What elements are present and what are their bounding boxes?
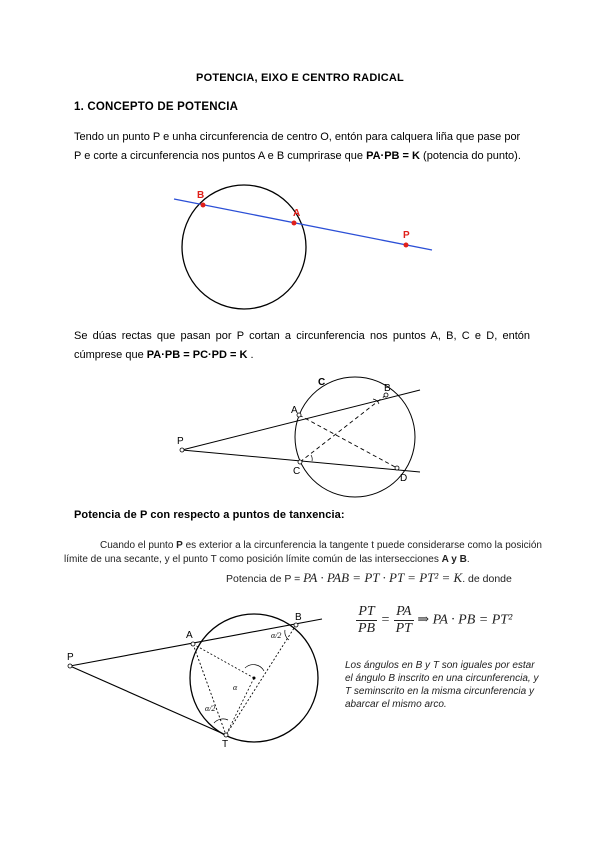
label-p: P: [403, 230, 410, 241]
label-t: T: [222, 739, 229, 750]
subheading-tangency: Potencia de P con respecto a puntos de tanxencia:: [74, 509, 345, 521]
point-c: [298, 460, 302, 464]
tangent-line: [70, 666, 226, 735]
chord-cb: [300, 395, 386, 462]
figure-two-secants: [177, 377, 420, 497]
secant-line: [174, 199, 432, 250]
formula-pa-pb-pc-pd: PA·PB = PC·PD = K: [146, 349, 248, 361]
label-p: P: [177, 436, 184, 447]
point-d: [395, 466, 399, 470]
figure-tangent: [67, 612, 322, 750]
label-b: B: [295, 612, 302, 623]
fraction-equation: $\frac{PT}{PB}$ = $\frac{PA}{PT}$ ⇒ PA · PB = PT²: [358, 604, 513, 636]
label-a: A: [291, 405, 298, 416]
label-alpha-half-t: α/2: [205, 704, 216, 713]
angle-mark-center: [245, 665, 264, 671]
point-p: [180, 448, 184, 452]
label-a: A: [293, 208, 301, 219]
scanned-paragraph-tangent: Cuando el punto P es exterior a la circunferencia la tangente t puede considerarse como la posición límite de una secante, y el punto T como posición límite común de las intersecciones A y B.: [64, 540, 542, 565]
figure-secant: [174, 185, 432, 309]
paragraph-text: Tendo un punto P e unha circunferencia de centro O, entón para calquera liña que pase por P e corte a circunferencia nos puntos A e B cumprirase que: [74, 131, 521, 162]
segment-bt: [226, 625, 296, 735]
paragraph-tail: (potencia do punto).: [423, 150, 521, 162]
angle-mark-c: [311, 455, 312, 461]
label-a: A: [186, 630, 193, 641]
potencia-label: Potencia de P =: [226, 573, 301, 585]
label-p: P: [67, 652, 74, 663]
point-a: [191, 642, 195, 646]
label-circle-c: C: [318, 377, 326, 388]
radius-ot: [226, 678, 254, 735]
label-alpha-half-b: α/2: [271, 631, 282, 640]
label-c: C: [293, 466, 301, 477]
angle-mark-b: [285, 630, 289, 640]
point-b: [201, 203, 206, 208]
fraction-result: ⇒ PA · PB = PT²: [417, 612, 513, 628]
segment-at: [193, 644, 226, 735]
label-d: D: [400, 473, 408, 484]
circle: [295, 377, 415, 497]
label-alpha: α: [233, 683, 238, 692]
label-b: B: [384, 383, 391, 394]
fraction-pt-pb: $\frac{PT}{PB}$: [358, 604, 376, 636]
point-p: [68, 664, 72, 668]
label-b: B: [197, 190, 205, 201]
radius-oa: [193, 644, 254, 678]
note-angles: Los ángulos en B y T son iguales por estar el ángulo B inscrito en una circunferencia, y T seminscrito en la misma circunferencia y abarcar el mismo arco.: [345, 660, 539, 710]
potencia-formula: PA · PAB = PT · PT = PT² = K: [303, 570, 463, 585]
fraction-pa-pt: $\frac{PA}{PT}$: [395, 604, 412, 636]
secant-pab: [182, 390, 420, 450]
section-heading-concepto: 1. CONCEPTO DE POTENCIA: [74, 101, 239, 113]
formula-pa-pb: PA·PB = K: [366, 150, 420, 162]
point-t: [224, 733, 228, 737]
document-title: POTENCIA, EIXO E CENTRO RADICAL: [196, 72, 404, 84]
point-b: [294, 623, 298, 627]
center-o: [253, 677, 256, 680]
point-p: [404, 243, 409, 248]
potencia-tail: . de donde: [462, 573, 512, 585]
point-a: [292, 221, 297, 226]
paragraph-tail: .: [250, 349, 254, 361]
paragraph-text: Se dúas rectas que pasan por P cortan a circunferencia nos puntos A, B, C e D, entón cúmprese que: [74, 330, 530, 361]
secant-line: [70, 619, 322, 666]
chord-ad: [299, 415, 397, 468]
